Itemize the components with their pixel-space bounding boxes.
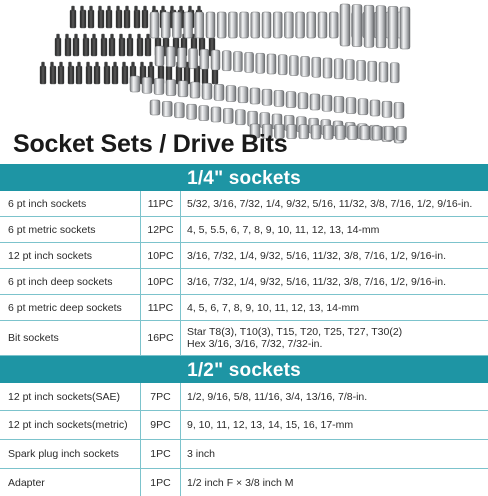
bit-tip-icon: [69, 62, 72, 67]
bit-tip-icon: [153, 6, 156, 11]
socket-icon: [379, 62, 388, 82]
table-row: [0, 191, 488, 217]
socket-icon: [311, 125, 321, 139]
item-name: 6 pt inch deep sockets: [0, 269, 141, 294]
bit-tip-icon: [117, 6, 120, 11]
socket-icon: [178, 81, 188, 97]
socket-icon: [250, 88, 260, 104]
item-qty: 10PC: [141, 269, 181, 294]
socket-icon: [340, 4, 350, 46]
socket-icon: [307, 12, 316, 38]
bit-tip-icon: [147, 34, 150, 39]
item-sizes: 5/32, 3/16, 7/32, 1/4, 9/32, 5/16, 11/32, 3/8, 7/16, 1/2, 9/16-in.: [187, 197, 473, 210]
item-qty: 11PC: [141, 191, 181, 216]
socket-icon: [262, 89, 272, 105]
socket-icon: [174, 103, 184, 118]
socket-icon: [329, 12, 338, 38]
bit-tip-icon: [120, 34, 123, 39]
bit-icon: [101, 38, 107, 56]
bit-tip-icon: [108, 6, 111, 11]
bit-tip-icon: [126, 6, 129, 11]
socket-icon: [358, 99, 368, 115]
socket-icon: [172, 12, 181, 38]
socket-icon: [155, 46, 164, 66]
bit-tip-icon: [189, 6, 192, 11]
socket-icon: [296, 12, 305, 38]
table-row: [0, 295, 488, 321]
socket-icon: [184, 12, 193, 38]
item-qty: 11PC: [141, 295, 181, 320]
item-qty: 9PC: [141, 411, 181, 439]
bit-icon: [55, 38, 61, 56]
socket-icon: [240, 12, 249, 38]
item-name: Adapter: [0, 469, 141, 496]
item-qty: 1PC: [141, 469, 181, 496]
bit-icon: [142, 10, 148, 28]
socket-icon: [235, 110, 245, 125]
socket-icon: [162, 101, 172, 116]
socket-icon: [166, 80, 176, 96]
socket-icon: [189, 48, 198, 68]
bit-tip-icon: [57, 34, 60, 39]
item-name: 12 pt inch sockets: [0, 243, 141, 268]
item-sizes: 4, 5, 6, 7, 8, 9, 10, 11, 12, 13, 14-mm: [187, 301, 359, 314]
socket-icon: [301, 56, 310, 76]
socket-icon: [195, 12, 204, 38]
bit-tip-icon: [51, 62, 54, 67]
socket-icon: [390, 63, 399, 83]
socket-icon: [394, 102, 404, 118]
socket-icon: [226, 86, 236, 102]
item-qty: 7PC: [141, 383, 181, 410]
socket-icon: [384, 126, 394, 140]
socket-icon: [310, 94, 320, 110]
socket-icon: [199, 106, 209, 121]
table-row: [0, 243, 488, 269]
socket-icon: [352, 5, 362, 47]
bit-tip-icon: [42, 62, 45, 67]
item-qty: 16PC: [141, 321, 181, 355]
socket-icon: [345, 60, 354, 80]
bit-tip-icon: [114, 62, 117, 67]
socket-icon: [274, 90, 284, 106]
socket-icon: [284, 12, 293, 38]
bit-tip-icon: [96, 62, 99, 67]
item-sizes-multiline: [181, 321, 488, 355]
socket-icon: [400, 7, 410, 49]
socket-icon: [161, 12, 170, 38]
bit-icon: [83, 38, 89, 56]
socket-icon: [202, 83, 212, 99]
bit-tip-icon: [144, 6, 147, 11]
socket-icon: [211, 107, 221, 122]
bit-tip-icon: [138, 34, 141, 39]
table-row: [0, 321, 488, 356]
bit-tip-icon: [93, 34, 96, 39]
socket-icon: [334, 59, 343, 79]
socket-icon: [206, 12, 215, 38]
bit-tip-icon: [129, 34, 132, 39]
socket-icon: [166, 47, 175, 67]
socket-icon: [238, 87, 248, 103]
socket-icon: [130, 76, 140, 92]
socket-icon: [142, 77, 152, 93]
socket-icon: [287, 125, 297, 139]
bit-icon: [106, 10, 112, 28]
item-name: 6 pt inch sockets: [0, 191, 141, 216]
bit-tip-icon: [72, 6, 75, 11]
bit-tip-icon: [87, 62, 90, 67]
socket-icon: [299, 125, 309, 139]
bit-icon: [127, 38, 133, 56]
item-qty: 12PC: [141, 217, 181, 242]
page-title: Socket Sets / Drive Bits: [13, 130, 288, 158]
socket-icon: [396, 126, 406, 140]
bit-tip-icon: [105, 62, 108, 67]
socket-icon: [150, 12, 159, 38]
item-sizes: 1/2 inch F × 3/8 inch M: [187, 476, 294, 489]
bit-icon: [104, 66, 110, 84]
item-sizes: 3/16, 7/32, 1/4, 9/32, 5/16, 11/32, 3/8, 7/16, 1/2, 9/16-in.: [187, 249, 446, 262]
bit-icon: [68, 66, 74, 84]
socket-icon: [357, 60, 366, 80]
item-name: Spark plug inch sockets: [0, 440, 141, 468]
item-sizes: 4, 5, 5.5, 6, 7, 8, 9, 10, 11, 12, 13, 14-mm: [187, 223, 380, 236]
socket-icon: [177, 48, 186, 68]
item-name: 6 pt metric sockets: [0, 217, 141, 242]
bit-tip-icon: [102, 34, 105, 39]
socket-icon: [323, 125, 333, 139]
section-quarter-inch: [0, 164, 488, 356]
socket-icon: [348, 126, 358, 140]
item-name: 12 pt inch sockets(SAE): [0, 383, 141, 410]
bit-icon: [94, 66, 100, 84]
item-sizes: 3 inch: [187, 448, 216, 460]
bit-tip-icon: [171, 6, 174, 11]
bit-icon: [109, 38, 115, 56]
bit-icon: [58, 66, 64, 84]
item-qty: 10PC: [141, 243, 181, 268]
bit-icon: [134, 10, 140, 28]
bit-icon: [70, 10, 76, 28]
bit-icon: [73, 38, 79, 56]
table-row: [0, 383, 488, 411]
socket-icon: [200, 49, 209, 69]
socket-icon: [278, 55, 287, 75]
bit-icon: [122, 66, 128, 84]
bit-tip-icon: [180, 6, 183, 11]
bit-tip-icon: [111, 34, 114, 39]
bit-icon: [194, 66, 200, 84]
item-sizes-line: Star T8(3), T10(3), T15, T20, T25, T27, T30(2): [187, 326, 403, 338]
socket-icon: [364, 5, 374, 47]
bit-icon: [50, 66, 56, 84]
socket-icon: [262, 12, 271, 38]
bit-icon: [91, 38, 97, 56]
socket-icon: [190, 82, 200, 98]
socket-icon: [228, 12, 237, 38]
socket-icon: [335, 125, 345, 139]
table-row: [0, 217, 488, 243]
section-half-inch: [0, 356, 488, 496]
socket-icon: [286, 92, 296, 108]
bit-tip-icon: [81, 6, 84, 11]
bit-tip-icon: [78, 62, 81, 67]
bit-icon: [137, 38, 143, 56]
socket-icon: [312, 57, 321, 77]
socket-icon: [154, 78, 164, 94]
socket-icon: [273, 12, 282, 38]
item-name: 12 pt inch sockets(metric): [0, 411, 141, 439]
bit-icon: [112, 66, 118, 84]
spec-table: [0, 164, 488, 496]
socket-icon: [289, 56, 298, 76]
socket-icon: [323, 58, 332, 78]
socket-icon: [233, 52, 242, 72]
socket-icon: [334, 96, 344, 112]
bit-tip-icon: [84, 34, 87, 39]
socket-icon: [267, 54, 276, 74]
bit-icon: [124, 10, 130, 28]
socket-icon: [322, 95, 332, 111]
bit-tip-icon: [132, 62, 135, 67]
socket-icon: [211, 50, 220, 70]
bit-tip-icon: [150, 62, 153, 67]
item-name: Bit sockets: [0, 321, 141, 355]
socket-icon: [222, 51, 231, 71]
socket-icon: [223, 108, 233, 123]
socket-icon: [214, 84, 224, 100]
bit-icon: [145, 38, 151, 56]
section-header: 1/4" sockets: [0, 164, 488, 191]
bit-icon: [76, 66, 82, 84]
bit-tip-icon: [99, 6, 102, 11]
socket-icon: [370, 100, 380, 116]
socket-icon: [217, 12, 226, 38]
bit-tip-icon: [90, 6, 93, 11]
item-sizes: 1/2, 9/16, 5/8, 11/16, 3/4, 13/16, 7/8-in.: [187, 390, 368, 403]
socket-icon: [382, 101, 392, 117]
bit-icon: [80, 10, 86, 28]
bit-tip-icon: [198, 6, 201, 11]
item-sizes: 9, 10, 11, 12, 13, 14, 15, 16, 17-mm: [187, 419, 354, 431]
bit-tip-icon: [141, 62, 144, 67]
bit-icon: [119, 38, 125, 56]
table-row: [0, 440, 488, 469]
table-row: [0, 469, 488, 496]
item-name: 6 pt metric deep sockets: [0, 295, 141, 320]
socket-icon: [187, 104, 197, 119]
table-row: [0, 411, 488, 440]
socket-icon: [360, 126, 370, 140]
section-header: 1/2" sockets: [0, 356, 488, 383]
bit-tip-icon: [162, 6, 165, 11]
bit-tip-icon: [66, 34, 69, 39]
table-row: [0, 269, 488, 295]
item-sizes-line: Hex 3/16, 3/16, 7/32, 7/32-in.: [187, 338, 323, 350]
socket-icon: [372, 126, 382, 140]
socket-icon: [376, 6, 386, 48]
socket-icon: [150, 100, 160, 115]
socket-icon: [298, 93, 308, 109]
socket-icon: [318, 12, 327, 38]
bit-tip-icon: [75, 34, 78, 39]
socket-icon: [368, 61, 377, 81]
socket-icon: [388, 6, 398, 48]
bit-icon: [116, 10, 122, 28]
bit-icon: [98, 10, 104, 28]
bit-icon: [65, 38, 71, 56]
socket-icon: [256, 53, 265, 73]
item-sizes: 3/16, 7/32, 1/4, 9/32, 5/16, 11/32, 3/8, 7/16, 1/2, 9/16-in.: [187, 275, 446, 288]
bit-tip-icon: [60, 62, 63, 67]
item-qty: 1PC: [141, 440, 181, 468]
bit-icon: [86, 66, 92, 84]
socket-icon: [346, 98, 356, 114]
bit-tip-icon: [135, 6, 138, 11]
bit-tip-icon: [123, 62, 126, 67]
bit-icon: [40, 66, 46, 84]
socket-icon: [245, 52, 254, 72]
bit-icon: [88, 10, 94, 28]
socket-icon: [251, 12, 260, 38]
